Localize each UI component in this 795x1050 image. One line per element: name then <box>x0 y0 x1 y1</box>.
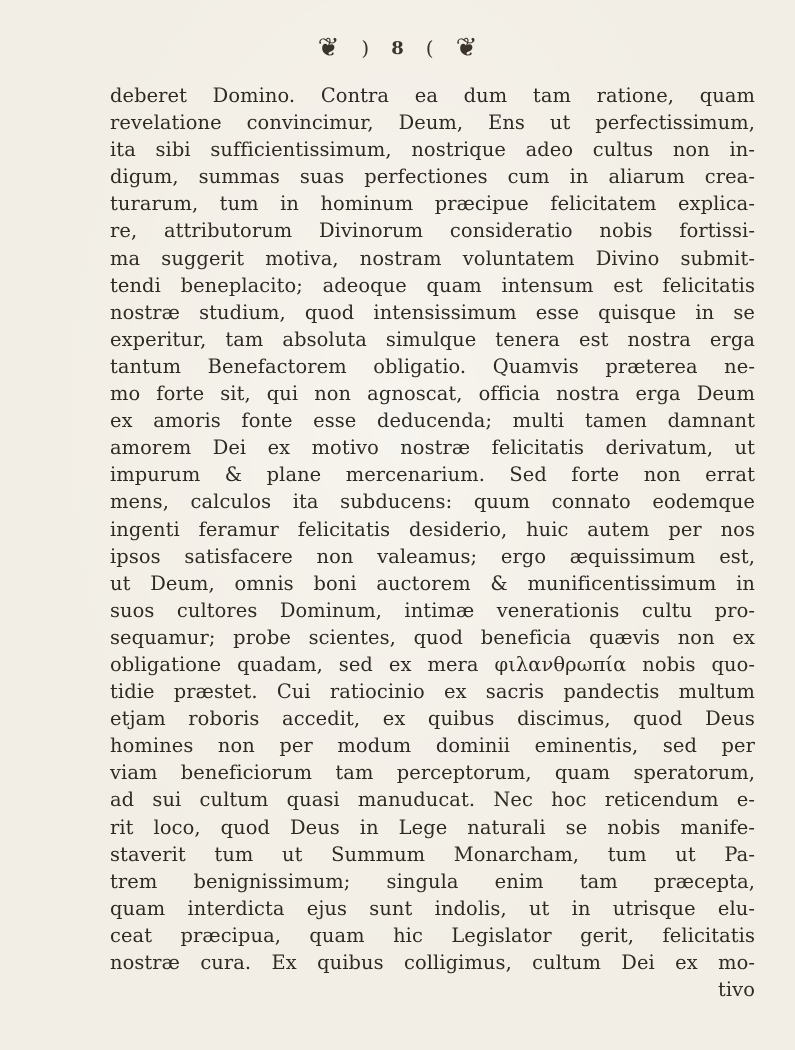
body-text <box>110 82 755 1003</box>
text-line: digum, summas suas perfectiones cum in aliarum crea- <box>110 165 755 189</box>
text-line: nostræ cura. Ex quibus colligimus, cultum Dei ex mo- <box>110 951 755 974</box>
left-fleuron-icon: ❦ <box>317 33 340 63</box>
text-line: rit loco, quod Deus in Lege naturali se nobis manife- <box>110 815 755 839</box>
text-line: suos cultores Dominum, intimæ venerationis cultu pro- <box>110 598 755 622</box>
text-line: ad sui cultum quasi manuducat. Nec hoc reticendum e- <box>110 788 755 812</box>
text-line: etjam roboris accedit, ex quibus discimus, quod Deus <box>110 707 755 731</box>
page-header <box>0 28 795 68</box>
text-line: experitur, tam absoluta simulque tenera est nostra erga <box>110 327 755 351</box>
text-line: trem benignissimum; singula enim tam præcepta, <box>110 869 755 893</box>
text-line: mens, calculos ita subducens: quum connato eodemque <box>110 490 755 514</box>
text-line: quam interdicta ejus sunt indolis, ut in utrisque elu- <box>110 896 755 920</box>
text-line: impurum & plane mercenarium. Sed forte non errat <box>110 463 755 487</box>
right-paren: ( <box>425 36 434 60</box>
text-line: staverit tum ut Summum Monarcham, tum ut Pa- <box>110 842 755 866</box>
text-line: ipsos satisfacere non valeamus; ergo æquissimum est, <box>110 544 755 568</box>
text-line: revelatione convincimur, Deum, Ens ut perfectissimum, <box>110 111 755 135</box>
text-line: sequamur; probe scientes, quod beneficia quævis non ex <box>110 625 755 649</box>
text-line: deberet Domino. Contra ea dum tam ratione, quam <box>110 84 755 107</box>
text-line: tivo <box>717 978 755 1002</box>
text-line: obligatione quadam, sed ex mera φιλανθρωπία nobis quo- <box>110 652 755 676</box>
text-line: ingenti feramur felicitatis desiderio, huic autem per nos <box>110 517 755 541</box>
text-line: tendi beneplacito; adeoque quam intensum est felicitatis <box>110 273 755 297</box>
text-line: nostræ studium, quod intensissimum esse quisque in se <box>110 300 755 324</box>
text-line: tidie præstet. Cui ratiocinio ex sacris pandectis multum <box>110 680 755 704</box>
text-line: ut Deum, omnis boni auctorem & munificentissimum in <box>110 571 755 595</box>
text-line: ma suggerit motiva, nostram voluntatem Divino submit- <box>110 246 755 270</box>
text-line: ita sibi sufficientissimum, nostrique adeo cultus non in- <box>110 138 755 162</box>
text-line: amorem Dei ex motivo nostræ felicitatis derivatum, ut <box>110 436 755 460</box>
text-line: mo forte sit, qui non agnoscat, officia nostra erga Deum <box>110 382 755 406</box>
page-number: 8 <box>391 37 404 59</box>
text-line: ex amoris fonte esse deducenda; multi tamen damnant <box>110 409 755 433</box>
right-fleuron-icon: ❦ <box>455 33 478 63</box>
text-line: viam beneficiorum tam perceptorum, quam speratorum, <box>110 761 755 785</box>
text-line: turarum, tum in hominum præcipue felicitatem explica- <box>110 192 755 216</box>
text-line: tantum Benefactorem obligatio. Quamvis præterea ne- <box>110 354 755 378</box>
text-line: homines non per modum dominii eminentis, sed per <box>110 734 755 758</box>
left-paren: ) <box>361 36 370 60</box>
text-line: re, attributorum Divinorum consideratio nobis fortissi- <box>110 219 755 243</box>
text-line: ceat præcipua, quam hic Legislator gerit, felicitatis <box>110 923 755 947</box>
